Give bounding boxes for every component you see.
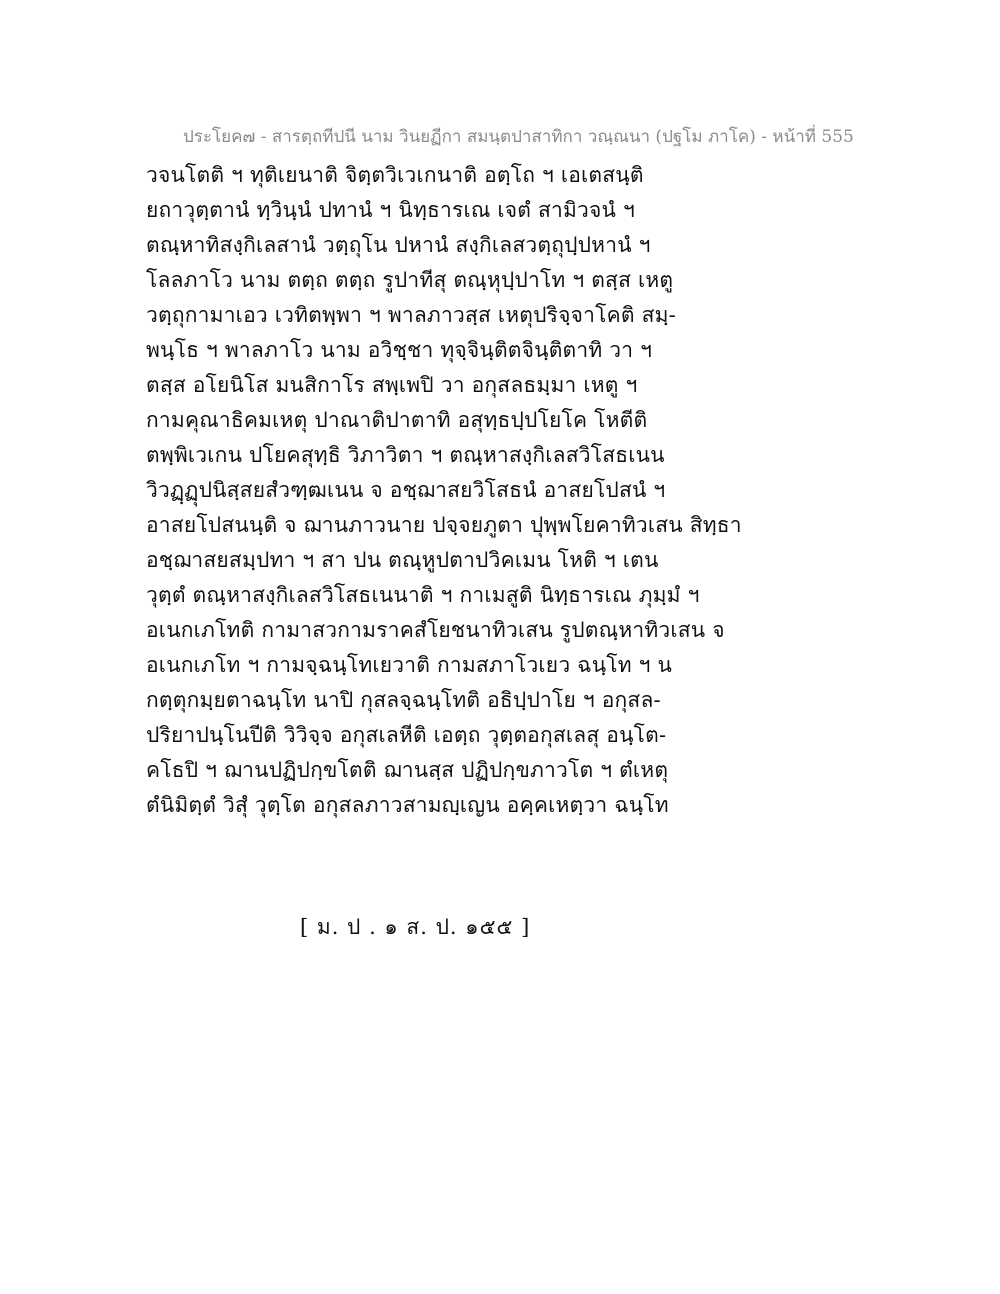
text-line: อเนกเภโท ฯ กามจฺฉนฺโทเยวาติ กามสภาโวเยว ฉนฺโท ฯ น [146,653,673,677]
text-line: ปริยาปนฺโนปีติ วิวิจฺจ อกุสเลหีติ เอตฺถ วุตฺตอกุสเลสุ อนฺโต- [146,723,667,747]
text-line: พนฺโธ ฯ พาลภาโว นาม อวิชฺชา ทุจฺจินฺติตจินฺติตาทิ วา ฯ [146,338,653,362]
page-header: ประโยค๗ - สารตฺถทีปนี นาม วินยฏีกา สมนฺตปาสาทิกา วณฺณนา (ปฐโม ภาโค) - หน้าที่ 555 [183,127,854,147]
text-line: ตสฺส อโยนิโส มนสิกาโร สพฺเพปิ วา อกุสลธมฺมา เหตู ฯ [146,373,638,397]
text-line: อชฺฌาสยสมฺปทา ฯ สา ปน ตณฺหูปตาปวิคเมน โหติ ฯ เตน [146,548,659,572]
text-line: วิวฏฺฏุปนิสฺสยสํวฑฺฒเนน จ อชฺฌาสยวิโสธนํ อาสยโปสนํ ฯ [146,478,666,502]
text-line: ตณฺหาทิสงฺกิเลสานํ วตฺถุโน ปหานํ สงฺกิเลสวตฺถุปฺปหานํ ฯ [146,233,651,257]
text-line: ตํนิมิตฺตํ วิสุํ วุตฺโต อกุสลภาวสามญฺเญน อคฺคเหตฺวา ฉนฺโท [146,793,669,817]
source-reference: [ ม. ป . ๑ ส. ป. ๑๕๕ ] [300,915,531,939]
text-line: คโธปิ ฯ ฌานปฏิปกฺขโตติ ฌานสฺส ปฏิปกฺขภาวโต ฯ ตํเหตุ [146,758,669,782]
text-line: วุตฺตํ ตณฺหาสงฺกิเลสวิโสธเนนาติ ฯ กาเมสูติ นิทฺธารเณ ภุมฺมํ ฯ [146,583,700,607]
main-text [146,158,966,823]
text-line: วตฺถุกามาเอว เวทิตพฺพา ฯ พาลภาวสฺส เหตุปริจฺจาโคติ สมฺ- [146,303,676,327]
text-line: อาสยโปสนนฺติ จ ฌานภาวนาย ปจฺจยภูตา ปุพฺพโยคาทิวเสน สิทฺธา [146,513,742,537]
text-line: ยถาวุตฺตานํ ทฺวินฺนํ ปทานํ ฯ นิทฺธารเณ เจตํ สามิวจนํ ฯ [146,198,635,222]
text-line: อเนกเภโทติ กามาสวกามราคสํโยชนาทิวเสน รูปตณฺหาทิวเสน จ [146,618,725,642]
text-line: วจนโตติ ฯ ทุติเยนาติ จิตฺตวิเวเกนาติ อตฺโถ ฯ เอเตสนฺติ [146,163,644,187]
text-line: ตพฺพิเวเกน ปโยคสุทฺธิ วิภาวิตา ฯ ตณฺหาสงฺกิเลสวิโสธเนน [146,443,665,467]
text-line: กตฺตุกมฺยตาฉนฺโท นาปิ กุสลจฺฉนฺโทติ อธิปฺปาโย ฯ อกุสล- [146,688,661,712]
text-line: กามคุณาธิคมเหตุ ปาณาติปาตาทิ อสุทฺธปฺปโยโค โหตีติ [146,408,648,432]
text-line: โลลภาโว นาม ตตฺถ ตตฺถ รูปาทีสุ ตณฺหุปฺปาโท ฯ ตสฺส เหตู [146,268,674,292]
